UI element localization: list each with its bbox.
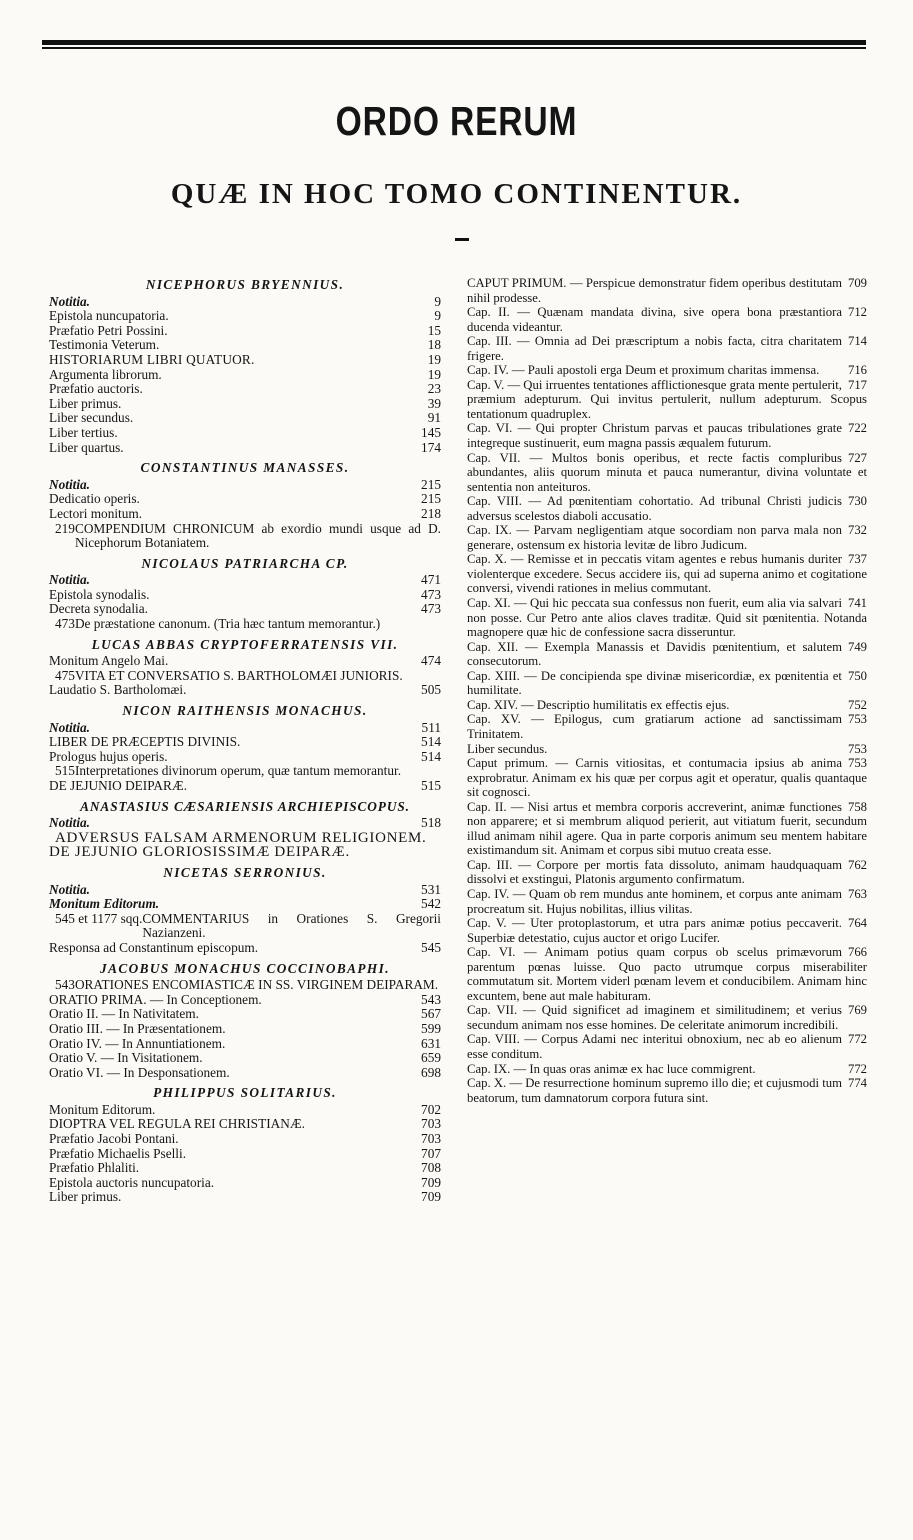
chapter-entry: [467, 858, 867, 887]
toc-entry: [49, 1132, 441, 1147]
chapter-entry-page: 753: [847, 741, 867, 756]
chapter-entry-title: Cap. VII. — Multos bonis operibus, et recte factis compluribus abundantes, aliis quorum minuta et pauca numerantur, divina voluntate et sententia non anteituros.: [467, 450, 867, 494]
title-dash: [455, 238, 469, 241]
toc-entry: [49, 368, 441, 383]
chapter-entry-title: Cap. VIII. — Corpus Adami nec interitui obnoxium, nec ab eo alienum esse conditum.: [467, 1032, 842, 1061]
toc-entry-page: 708: [421, 1160, 441, 1176]
toc-entry-page: 709: [421, 1174, 441, 1190]
chapter-entry-title: Liber secundus.: [467, 741, 548, 756]
toc-entry: [49, 845, 441, 860]
toc-entry: [49, 426, 441, 441]
toc-entry-title: Liber primus.: [49, 395, 122, 411]
section-heading: PHILIPPUS SOLITARIUS.: [153, 1085, 337, 1101]
chapter-entry: [467, 1032, 867, 1061]
toc-entry: [49, 324, 441, 339]
toc-entry: [49, 721, 441, 736]
toc-entry: [49, 1147, 441, 1162]
chapter-entry-title: CAPUT PRIMUM. — Perspicue demonstratur fidem operibus destitutam nihil prodesse.: [467, 276, 842, 305]
toc-entry: [49, 912, 441, 941]
toc-entry-page: 215: [421, 491, 441, 507]
toc-entry: [49, 750, 441, 765]
chapter-entry-title: Cap. V. — Qui irruentes tentationes afflictionesque grata mente pertulerit, præmium adepturum. Qui invitus pertulerit, nullum adepturum. Scopus tentationum quadruplex.: [467, 377, 867, 421]
toc-entry: [49, 338, 441, 353]
toc-entry-page: 567: [421, 1006, 441, 1022]
chapter-entry-page: 717: [847, 377, 867, 392]
toc-entry-page: 631: [421, 1035, 441, 1051]
chapter-entry-title: Cap. XIV. — Descriptio humilitatis ex effectis ejus.: [467, 697, 730, 712]
toc-entry-page: 19: [427, 351, 441, 367]
section-gap: [49, 860, 441, 864]
chapter-entry-page: 749: [847, 639, 867, 654]
toc-entry-title: Laudatio S. Bartholomæi.: [49, 682, 187, 698]
toc-entry: [49, 617, 441, 632]
toc-entry-title: Epistola nuncupatoria.: [49, 308, 169, 324]
chapter-entry-page: 764: [847, 916, 867, 931]
chapter-entry-title: Cap. XIII. — De concipienda spe divinæ misericordiæ, ex pœnitentia et humilitate.: [467, 668, 842, 698]
toc-entry: [49, 573, 441, 588]
toc-entry: [49, 397, 441, 412]
toc-entry-page: 545 et 1177 sqq.: [55, 910, 143, 926]
toc-entry-title: Lectori monitum.: [49, 505, 143, 521]
toc-entry-title: Decreta synodalia.: [49, 601, 148, 617]
chapter-entry-page: 712: [847, 305, 867, 320]
toc-entry-page: 659: [421, 1050, 441, 1066]
toc-entry-title: Notitia.: [49, 476, 91, 492]
toc-entry-title: Epistola synodalis.: [49, 586, 150, 602]
chapter-entry-page: 737: [847, 552, 867, 567]
toc-entry-page: 474: [421, 653, 441, 669]
toc-entry: [49, 883, 441, 898]
toc-entry-title: Interpretationes divinorum operum, quæ tantum memorantur.: [74, 763, 402, 779]
toc-entry: [49, 1022, 441, 1037]
toc-entry: [49, 735, 441, 750]
toc-entry-title: Præfatio Michaelis Pselli.: [49, 1145, 187, 1161]
toc-entry-title: Oratio IV. — In Annuntiationem.: [49, 1035, 226, 1051]
toc-entry-page: 473: [421, 586, 441, 602]
toc-entry-title: DE JEJUNIO DEIPARÆ.: [49, 778, 188, 793]
toc-entry: [49, 1176, 441, 1191]
chapter-entry: [467, 669, 867, 698]
chapter-entry-page: 727: [847, 450, 867, 465]
toc-entry-page: 707: [421, 1145, 441, 1161]
chapter-entry-title: Cap. III. — Corpore per mortis fata dissoluto, animam haudquaquam dissolvi et exstingui, Platonis argumento confirmatum.: [467, 857, 842, 887]
toc-entry: [49, 492, 441, 507]
section-gap: [49, 794, 441, 798]
toc-entry-title: Argumenta librorum.: [49, 366, 162, 382]
chapter-entry: [467, 1003, 867, 1032]
chapter-entry: [467, 742, 867, 757]
chapter-entry-page: 772: [847, 1061, 867, 1076]
chapter-entry-page: 716: [847, 363, 867, 378]
toc-entry: [49, 941, 441, 956]
chapter-entry-title: Cap. VI. — Animam potius quam corpus ob scelus primævorum parentum pœnas luisse. Quo pacto utrumque corpus miserabiliter commutatum sit. Mortem viderl pœnam levem et conducibilem. Animam hinc excuntem, bene aut male habituram.: [467, 945, 867, 1003]
chapter-entry: [467, 552, 867, 596]
toc-entry-page: 698: [421, 1064, 441, 1080]
toc-entry-page: 514: [421, 748, 441, 764]
toc-entry-title: HISTORIARUM LIBRI QUATUOR.: [49, 351, 255, 367]
toc-entry: [49, 831, 441, 846]
chapter-entry-title: Cap. VIII. — Ad pœnitentiam cohortatio. Ad tribunal Christi judicis adversus scelestos diaboli accusatio.: [467, 494, 842, 523]
toc-entry-title: LIBER DE PRÆCEPTIS DIVINIS.: [49, 734, 241, 750]
toc-entry-page: 15: [427, 322, 441, 338]
section-heading: NICON RAITHENSIS MONACHUS.: [122, 703, 368, 719]
chapter-entry: [467, 916, 867, 945]
toc-entry-page: 599: [421, 1020, 441, 1036]
toc-entry: [49, 441, 441, 456]
toc-entry: [49, 1161, 441, 1176]
toc-entry: [49, 411, 441, 426]
chapter-entry: [467, 334, 867, 363]
section-gap: [49, 698, 441, 702]
toc-entry: [49, 669, 441, 684]
chapter-entry: [467, 305, 867, 334]
toc-entry-page: 514: [421, 734, 441, 750]
toc-entry-page: 9: [434, 293, 441, 309]
section-heading: JACOBUS MONACHUS COCCINOBAPHI.: [100, 960, 390, 976]
chapter-entry-page: 753: [847, 756, 867, 771]
chapter-entry-page: 769: [847, 1003, 867, 1018]
chapter-entry-page: 709: [847, 276, 867, 290]
chapter-entry: [467, 698, 867, 713]
toc-entry-title: Responsa ad Constantinum episcopum.: [49, 939, 259, 955]
toc-entry: [49, 382, 441, 397]
chapter-entry: [467, 451, 867, 495]
toc-entry-page: 531: [421, 881, 441, 897]
chapter-entry-title: Cap. VII. — Quid significet ad imaginem et similitudinem; et verius secundum animam nos esse homines. De celeritate animorum incredibili.: [467, 1003, 842, 1032]
toc-entry: [49, 816, 441, 831]
toc-entry-title: Dedicatio operis.: [49, 491, 140, 507]
section-gap: [49, 1080, 441, 1084]
toc-entry-page: 505: [421, 682, 441, 698]
chapter-entry-title: Cap. X. — Remisse et in peccatis vitam agentes e rebus humanis duriter violenterque excedere. Secus accidere iis, qui ad superna animo et cogitatione conversi, vivendi rationes in melius commutant.: [467, 552, 867, 596]
chapter-entry-page: 750: [847, 668, 867, 683]
toc-entry-title: Testimonia Veterum.: [49, 337, 160, 353]
chapter-entry: [467, 945, 867, 1003]
toc-entry-title: COMMENTARIUS in Orationes S. Gregorii Nazianzeni.: [142, 910, 441, 941]
left-column: [49, 276, 441, 1205]
chapter-entry: [467, 756, 867, 800]
toc-entry-page: 709: [421, 1189, 441, 1205]
chapter-entry: [467, 378, 867, 422]
chapter-entry-title: Cap. X. — De resurrectione hominum supremo illo die; et cujusmodi tum beatorum, tum damnatorum corpora futura sint.: [467, 1076, 842, 1105]
toc-entry: [49, 507, 441, 522]
toc-entry-page: 703: [421, 1131, 441, 1147]
toc-entry-title: VITA ET CONVERSATIO S. BARTHOLOMÆI JUNIORIS.: [74, 667, 403, 683]
section-gap: [49, 956, 441, 960]
toc-entry: [49, 993, 441, 1008]
toc-entry-title: ORATIONES ENCOMIASTICÆ IN SS. VIRGINEM DEIPARAM.: [74, 977, 439, 993]
toc-entry-page: 518: [421, 815, 441, 831]
toc-entry: [49, 654, 441, 669]
toc-entry: [49, 1117, 441, 1132]
toc-entry-title: Prologus hujus operis.: [49, 748, 168, 764]
toc-entry-page: 542: [421, 896, 441, 912]
toc-entry-page: 515: [55, 763, 75, 779]
toc-entry: [49, 1103, 441, 1118]
toc-entry-title: Epistola auctoris nuncupatoria.: [49, 1174, 215, 1190]
page-subtitle: QUÆ IN HOC TOMO CONTINENTUR.: [170, 178, 743, 210]
chapter-entry-page: 752: [847, 697, 867, 712]
toc-entry: [49, 779, 441, 794]
toc-entry-title: De præstatione canonum. (Tria hæc tantum memorantur.): [74, 616, 381, 632]
chapter-entry-page: 732: [847, 523, 867, 538]
top-rule-thin: [42, 47, 866, 49]
section-heading: CONSTANTINUS MANASSES.: [140, 460, 350, 476]
toc-entry-title: DE JEJUNIO GLORIOSISSIMÆ DEIPARÆ.: [49, 844, 350, 861]
toc-entry-page: 543: [55, 977, 75, 993]
toc-entry: [49, 1007, 441, 1022]
chapter-entry-title: Cap. IX. — In quas oras animæ ex hac luce commigrent.: [467, 1061, 756, 1076]
chapter-entry-title: Cap. XI. — Qui hic peccata sua confessus non fuerit, eum alia via salvari non posse. Cur Petro ante alios claves traditæ. Quid sit pœnitentia. Notanda magnopere quæ hic de confessione sacra disseruntur.: [467, 596, 867, 640]
section-gap: [49, 551, 441, 555]
toc-entry-title: Notitia.: [49, 881, 91, 897]
toc-entry-title: COMPENDIUM CHRONICUM ab exordio mundi usque ad D. Nicephorum Botaniatem.: [74, 520, 441, 551]
toc-entry: [49, 522, 441, 551]
toc-entry-page: 702: [421, 1101, 441, 1117]
toc-entry: [49, 353, 441, 368]
chapter-entry: [467, 596, 867, 640]
chapter-entry-page: 730: [847, 494, 867, 509]
chapter-entry-page: 763: [847, 886, 867, 901]
toc-entry-page: 174: [421, 439, 441, 455]
toc-entry: [49, 478, 441, 493]
chapter-entry: [467, 276, 867, 305]
chapter-entry: [467, 1062, 867, 1077]
toc-entry-title: Monitum Angelo Mai.: [49, 653, 169, 669]
chapter-entry-page: 766: [847, 945, 867, 960]
chapter-entry-page: 758: [847, 799, 867, 814]
section-heading: NICEPHORUS BRYENNIUS.: [145, 277, 345, 292]
toc-entry-title: Liber primus.: [49, 1189, 122, 1205]
toc-entry-page: 18: [427, 337, 441, 353]
toc-entry: [49, 978, 441, 993]
chapter-entry: [467, 1076, 867, 1105]
toc-entry-page: 91: [427, 410, 441, 426]
toc-entry-page: 473: [55, 616, 75, 632]
toc-entry-page: 543: [421, 991, 441, 1007]
chapter-entry-page: 774: [847, 1076, 867, 1091]
toc-entry-title: Præfatio Phlaliti.: [49, 1160, 140, 1176]
chapter-entry: [467, 494, 867, 523]
chapter-entry-page: 714: [847, 334, 867, 349]
chapter-entry-page: 772: [847, 1032, 867, 1047]
toc-entry-title: Notitia.: [49, 572, 91, 588]
chapter-entry-title: Cap. IV. — Quam ob rem mundus ante hominem, et corpus ante animam procreatum sit. Hujus nobilitas, illius vilitas.: [467, 886, 842, 916]
toc-entry-page: 39: [427, 395, 441, 411]
toc-entry-title: Notitia.: [49, 815, 91, 831]
toc-entry-title: Monitum Editorum.: [49, 1101, 156, 1117]
toc-entry: [49, 588, 441, 603]
toc-entry-page: 219: [55, 520, 75, 536]
chapter-entry: [467, 800, 867, 858]
toc-entry-page: 475: [55, 667, 75, 683]
toc-entry-title: Liber secundus.: [49, 410, 134, 426]
toc-entry-page: 215: [421, 476, 441, 492]
chapter-entry-page: 762: [847, 857, 867, 872]
section-heading: NICOLAUS PATRIARCHA CP.: [141, 555, 349, 571]
chapter-entry: [467, 523, 867, 552]
toc-entry-title: Notitia.: [49, 719, 91, 735]
chapter-entry: [467, 363, 867, 378]
section-heading: NICETAS SERRONIUS.: [163, 864, 327, 880]
right-column: [467, 276, 867, 1105]
section-heading: LUCAS ABBAS CRYPTOFERRATENSIS VII.: [91, 636, 399, 652]
chapter-entry-title: Cap. VI. — Qui propter Christum parvas et paucas tribulationes grate integreque sustinuerit, eum magna passis æqualem futurum.: [467, 421, 842, 451]
section-heading: ANASTASIUS CÆSARIENSIS ARCHIEPISCOPUS.: [80, 798, 410, 814]
chapter-entry-title: Cap. V. — Uter protoplastorum, et utra pars animæ potius peccaverit. Superbiæ detestatio, cujus auctor et origo Lucifer.: [467, 916, 842, 945]
toc-entry-page: 145: [421, 424, 441, 440]
chapter-entry-title: Cap. II. — Quænam mandata divina, sive opera bona præstantiora ducenda videantur.: [467, 305, 842, 334]
toc-entry-title: DIOPTRA VEL REGULA REI CHRISTIANÆ.: [49, 1116, 305, 1132]
chapter-entry-title: Cap. III. — Omnia ad Dei præscriptum a nobis facta, citra charitatem frigere.: [467, 334, 842, 363]
chapter-entry-page: 722: [847, 421, 867, 436]
toc-entry-page: 9: [434, 308, 441, 324]
toc-entry-page: 19: [427, 366, 441, 382]
chapter-entry-title: Cap. IV. — Pauli apostoli erga Deum et proximum charitas immensa.: [467, 363, 820, 378]
chapter-entry-title: Caput primum. — Carnis vitiositas, et contumacia ipsius ab anima exprobratur. Animam ex his quæ per corpus agit et operatur, qualis quantaque sit cognosci.: [467, 756, 867, 800]
toc-entry-page: 218: [421, 505, 441, 521]
toc-entry-page: 515: [421, 778, 441, 793]
section-gap: [49, 455, 441, 459]
toc-entry-title: Oratio V. — In Visitationem.: [49, 1050, 203, 1066]
toc-entry-title: Oratio VI. — In Desponsationem.: [49, 1064, 230, 1080]
chapter-entry-title: Cap. XII. — Exempla Manassis et Davidis pœnitentium, et salutem consecutorum.: [467, 639, 842, 669]
toc-entry-title: ORATIO PRIMA. — In Conceptionem.: [49, 991, 262, 1007]
toc-entry: [49, 309, 441, 324]
chapter-entry-page: 753: [847, 712, 867, 727]
top-rule-thick: [42, 40, 866, 45]
chapter-entry-title: Cap. II. — Nisi artus et membra corporis accreverint, animæ functiones non apparere; et si membrum aliquod perierit, aut vitiatum fuerit, secundum illud animam nihil agere. Qua in parte corporis animum seu mentem habitare existimandum sit. Animam et corpus sibi mutuo creata esse.: [467, 799, 867, 858]
toc-entry-page: 23: [427, 381, 441, 397]
toc-entry: [49, 295, 441, 310]
toc-entry-title: Oratio III. — In Præsentationem.: [49, 1020, 226, 1036]
toc-entry-title: Liber tertius.: [49, 424, 118, 440]
toc-entry: [49, 1051, 441, 1066]
chapter-entry: [467, 887, 867, 916]
section-gap: [49, 632, 441, 636]
chapter-entry: [467, 712, 867, 741]
toc-entry: [49, 602, 441, 617]
toc-entry-title: ADVERSUS FALSAM ARMENORUM RELIGIONEM.: [55, 829, 427, 846]
toc-entry: [49, 1037, 441, 1052]
toc-entry: [49, 683, 441, 698]
chapter-entry: [467, 640, 867, 669]
toc-entry-title: Præfatio auctoris.: [49, 381, 143, 397]
toc-entry: [49, 1190, 441, 1205]
toc-entry-title: Præfatio Jacobi Pontani.: [49, 1131, 179, 1147]
toc-entry: [49, 897, 441, 912]
toc-entry-title: Monitum Editorum.: [49, 896, 160, 912]
toc-entry-page: 511: [421, 719, 441, 735]
toc-entry-page: 703: [421, 1116, 441, 1132]
toc-entry-title: Notitia.: [49, 293, 91, 309]
toc-entry-page: 473: [421, 601, 441, 617]
chapter-entry-page: 741: [847, 596, 867, 611]
toc-entry: [49, 764, 441, 779]
page-title: ORDO RERUM: [335, 98, 578, 144]
toc-entry-page: 545: [421, 939, 441, 955]
chapter-entry: [467, 421, 867, 450]
toc-entry-title: Præfatio Petri Possini.: [49, 322, 168, 338]
chapter-entry-title: Cap. IX. — Parvam negligentiam atque socordiam non parva mala non generare, ostensum ex historia levitæ de libro Judicum.: [467, 523, 842, 552]
toc-entry-title: Oratio II. — In Nativitatem.: [49, 1006, 199, 1022]
toc-entry-page: 471: [421, 572, 441, 588]
toc-entry: [49, 1066, 441, 1081]
toc-entry-title: Liber quartus.: [49, 439, 124, 455]
chapter-entry-title: Cap. XV. — Epilogus, cum gratiarum actione ad sanctissimam Trinitatem.: [467, 712, 842, 741]
